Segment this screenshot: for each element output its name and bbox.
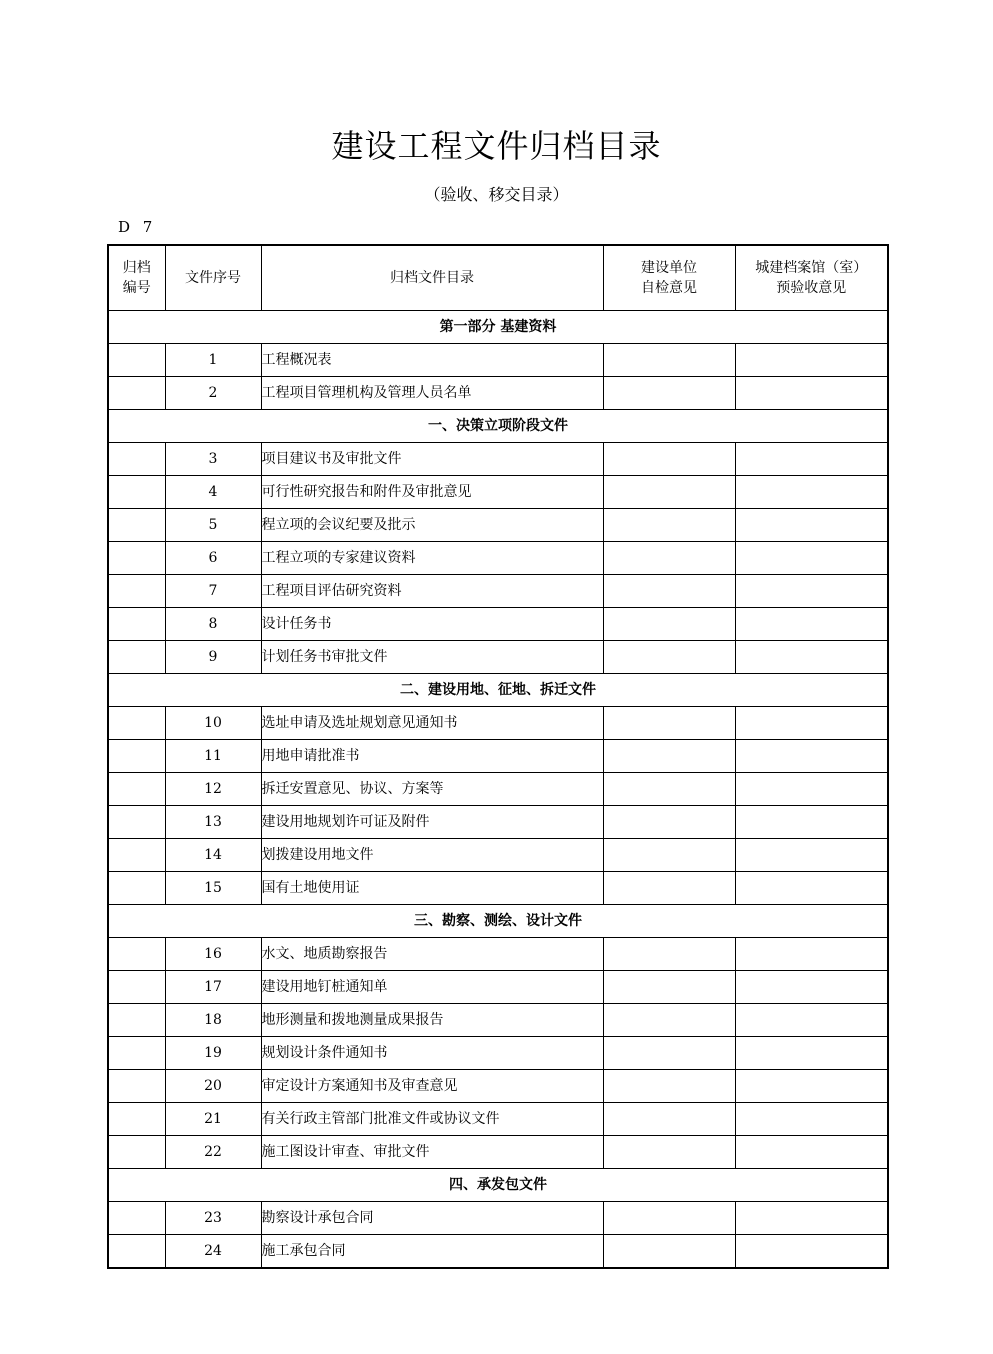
archive-catalog-table (107, 244, 889, 1269)
header-archive-opinion-line2: 预验收意见 (776, 280, 847, 296)
document-subtitle: （验收、移交目录） (424, 185, 569, 204)
table-row (108, 938, 888, 971)
archive-no-cell[interactable] (108, 773, 165, 806)
file-name-cell: 地形测量和拨地测量成果报告 (261, 1004, 603, 1037)
builder-opinion-cell[interactable] (603, 806, 735, 839)
builder-opinion-cell[interactable] (603, 1235, 735, 1269)
file-seq-cell: 5 (165, 509, 261, 542)
table-row (108, 773, 888, 806)
file-name-cell: 可行性研究报告和附件及审批意见 (261, 476, 603, 509)
file-seq-cell: 19 (165, 1037, 261, 1070)
file-seq-cell: 17 (165, 971, 261, 1004)
archive-opinion-cell[interactable] (735, 872, 888, 905)
header-file-seq: 文件序号 (165, 245, 261, 311)
table-row (108, 1202, 888, 1235)
file-seq-cell: 8 (165, 608, 261, 641)
file-name-cell: 设计任务书 (261, 608, 603, 641)
builder-opinion-cell[interactable] (603, 773, 735, 806)
builder-opinion-cell[interactable] (603, 1004, 735, 1037)
file-name-cell: 拆迁安置意见、协议、方案等 (261, 773, 603, 806)
archive-opinion-cell[interactable] (735, 839, 888, 872)
archive-opinion-cell[interactable] (735, 641, 888, 674)
file-seq-cell: 11 (165, 740, 261, 773)
file-seq-cell: 10 (165, 707, 261, 740)
table-row (108, 344, 888, 377)
archive-no-cell[interactable] (108, 1004, 165, 1037)
section-title: 四、承发包文件 (108, 1169, 888, 1202)
archive-opinion-cell[interactable] (735, 1004, 888, 1037)
archive-no-cell[interactable] (108, 641, 165, 674)
file-name-cell: 选址申请及选址规划意见通知书 (261, 707, 603, 740)
builder-opinion-cell[interactable] (603, 443, 735, 476)
builder-opinion-cell[interactable] (603, 1202, 735, 1235)
table-row (108, 575, 888, 608)
builder-opinion-cell[interactable] (603, 839, 735, 872)
file-seq-cell: 7 (165, 575, 261, 608)
header-builder-opinion (603, 245, 735, 311)
archive-opinion-cell[interactable] (735, 1202, 888, 1235)
archive-no-cell[interactable] (108, 1070, 165, 1103)
table-row (108, 641, 888, 674)
file-name-cell: 建设用地钉桩通知单 (261, 971, 603, 1004)
header-builder-opinion-line1: 建设单位 (641, 260, 697, 276)
archive-opinion-cell[interactable] (735, 1070, 888, 1103)
file-name-cell: 划拨建设用地文件 (261, 839, 603, 872)
file-name-cell: 用地申请批准书 (261, 740, 603, 773)
document-title: 建设工程文件归档目录 (331, 127, 662, 165)
archive-no-cell[interactable] (108, 608, 165, 641)
archive-opinion-cell[interactable] (735, 938, 888, 971)
archive-no-cell[interactable] (108, 377, 165, 410)
archive-no-cell[interactable] (108, 971, 165, 1004)
archive-no-cell[interactable] (108, 509, 165, 542)
header-archive-no (108, 245, 165, 311)
file-name-cell: 有关行政主管部门批准文件或协议文件 (261, 1103, 603, 1136)
file-name-cell: 项目建议书及审批文件 (261, 443, 603, 476)
archive-opinion-cell[interactable] (735, 773, 888, 806)
table-row (108, 740, 888, 773)
table-header-row (108, 245, 888, 311)
archive-no-cell[interactable] (108, 575, 165, 608)
header-archive-opinion-line1: 城建档案馆（室） (755, 260, 868, 276)
file-seq-cell: 1 (165, 344, 261, 377)
file-name-cell: 水文、地质勘察报告 (261, 938, 603, 971)
builder-opinion-cell[interactable] (603, 1103, 735, 1136)
builder-opinion-cell[interactable] (603, 872, 735, 905)
file-name-cell: 计划任务书审批文件 (261, 641, 603, 674)
table-row (108, 443, 888, 476)
builder-opinion-cell[interactable] (603, 1037, 735, 1070)
file-seq-cell: 3 (165, 443, 261, 476)
archive-no-cell[interactable] (108, 1235, 165, 1269)
archive-no-cell[interactable] (108, 1037, 165, 1070)
builder-opinion-cell[interactable] (603, 542, 735, 575)
builder-opinion-cell[interactable] (603, 344, 735, 377)
header-catalog: 归档文件目录 (261, 245, 603, 311)
table-row (108, 707, 888, 740)
table-row (108, 872, 888, 905)
archive-opinion-cell[interactable] (735, 509, 888, 542)
section-title: 二、建设用地、征地、拆迁文件 (108, 674, 888, 707)
table-row (108, 971, 888, 1004)
file-name-cell: 工程概况表 (261, 344, 603, 377)
section-header-row (108, 905, 888, 938)
archive-no-cell[interactable] (108, 443, 165, 476)
table-row (108, 1136, 888, 1169)
builder-opinion-cell[interactable] (603, 707, 735, 740)
file-name-cell: 工程项目评估研究资料 (261, 575, 603, 608)
file-seq-cell: 2 (165, 377, 261, 410)
section-title: 第一部分 基建资料 (108, 311, 888, 344)
section-header-row (108, 1169, 888, 1202)
file-name-cell: 程立项的会议纪要及批示 (261, 509, 603, 542)
file-name-cell: 审定设计方案通知书及审查意见 (261, 1070, 603, 1103)
table-row (108, 542, 888, 575)
builder-opinion-cell[interactable] (603, 641, 735, 674)
archive-opinion-cell[interactable] (735, 476, 888, 509)
file-name-cell: 施工图设计审查、审批文件 (261, 1136, 603, 1169)
builder-opinion-cell[interactable] (603, 938, 735, 971)
section-title: 一、决策立项阶段文件 (108, 410, 888, 443)
archive-no-cell[interactable] (108, 1103, 165, 1136)
archive-no-cell[interactable] (108, 740, 165, 773)
archive-opinion-cell[interactable] (735, 575, 888, 608)
archive-no-cell[interactable] (108, 542, 165, 575)
archive-opinion-cell[interactable] (735, 806, 888, 839)
archive-no-cell[interactable] (108, 344, 165, 377)
table-row (108, 1070, 888, 1103)
archive-no-cell[interactable] (108, 806, 165, 839)
archive-no-cell[interactable] (108, 1136, 165, 1169)
builder-opinion-cell[interactable] (603, 476, 735, 509)
section-header-row (108, 410, 888, 443)
archive-opinion-cell[interactable] (735, 971, 888, 1004)
archive-no-cell[interactable] (108, 476, 165, 509)
file-seq-cell: 21 (165, 1103, 261, 1136)
file-seq-cell: 15 (165, 872, 261, 905)
builder-opinion-cell[interactable] (603, 1070, 735, 1103)
table-row (108, 608, 888, 641)
file-seq-cell: 20 (165, 1070, 261, 1103)
file-name-cell: 施工承包合同 (261, 1235, 603, 1269)
builder-opinion-cell[interactable] (603, 608, 735, 641)
file-seq-cell: 6 (165, 542, 261, 575)
header-archive-no-line1: 归档 (122, 260, 151, 276)
header-archive-opinion (735, 245, 888, 311)
file-seq-cell: 4 (165, 476, 261, 509)
file-name-cell: 建设用地规划许可证及附件 (261, 806, 603, 839)
table-row (108, 839, 888, 872)
archive-opinion-cell[interactable] (735, 443, 888, 476)
archive-opinion-cell[interactable] (735, 344, 888, 377)
file-seq-cell: 14 (165, 839, 261, 872)
archive-no-cell[interactable] (108, 839, 165, 872)
file-name-cell: 工程项目管理机构及管理人员名单 (261, 377, 603, 410)
table-row (108, 1037, 888, 1070)
table-row (108, 806, 888, 839)
archive-opinion-cell[interactable] (735, 1235, 888, 1269)
file-name-cell: 工程立项的专家建议资料 (261, 542, 603, 575)
archive-opinion-cell[interactable] (735, 608, 888, 641)
archive-no-cell[interactable] (108, 872, 165, 905)
file-name-cell: 国有土地使用证 (261, 872, 603, 905)
file-seq-cell: 13 (165, 806, 261, 839)
file-seq-cell: 12 (165, 773, 261, 806)
archive-opinion-cell[interactable] (735, 740, 888, 773)
builder-opinion-cell[interactable] (603, 971, 735, 1004)
form-code: D 7 (118, 218, 157, 236)
table-row (108, 1004, 888, 1037)
file-seq-cell: 22 (165, 1136, 261, 1169)
file-seq-cell: 18 (165, 1004, 261, 1037)
archive-no-cell[interactable] (108, 938, 165, 971)
builder-opinion-cell[interactable] (603, 740, 735, 773)
archive-opinion-cell[interactable] (735, 707, 888, 740)
file-seq-cell: 16 (165, 938, 261, 971)
section-header-row (108, 311, 888, 344)
table-row (108, 377, 888, 410)
archive-no-cell[interactable] (108, 707, 165, 740)
builder-opinion-cell[interactable] (603, 1136, 735, 1169)
archive-opinion-cell[interactable] (735, 1037, 888, 1070)
file-name-cell: 规划设计条件通知书 (261, 1037, 603, 1070)
table-row (108, 476, 888, 509)
table-row (108, 1235, 888, 1269)
file-seq-cell: 24 (165, 1235, 261, 1269)
archive-opinion-cell[interactable] (735, 1103, 888, 1136)
table-row (108, 1103, 888, 1136)
builder-opinion-cell[interactable] (603, 377, 735, 410)
builder-opinion-cell[interactable] (603, 575, 735, 608)
archive-no-cell[interactable] (108, 1202, 165, 1235)
file-name-cell: 勘察设计承包合同 (261, 1202, 603, 1235)
archive-opinion-cell[interactable] (735, 1136, 888, 1169)
header-builder-opinion-line2: 自检意见 (641, 280, 697, 296)
section-title: 三、勘察、测绘、设计文件 (108, 905, 888, 938)
archive-opinion-cell[interactable] (735, 377, 888, 410)
header-archive-no-line2: 编号 (122, 280, 151, 296)
file-seq-cell: 9 (165, 641, 261, 674)
file-seq-cell: 23 (165, 1202, 261, 1235)
builder-opinion-cell[interactable] (603, 509, 735, 542)
table-row (108, 509, 888, 542)
section-header-row (108, 674, 888, 707)
archive-opinion-cell[interactable] (735, 542, 888, 575)
